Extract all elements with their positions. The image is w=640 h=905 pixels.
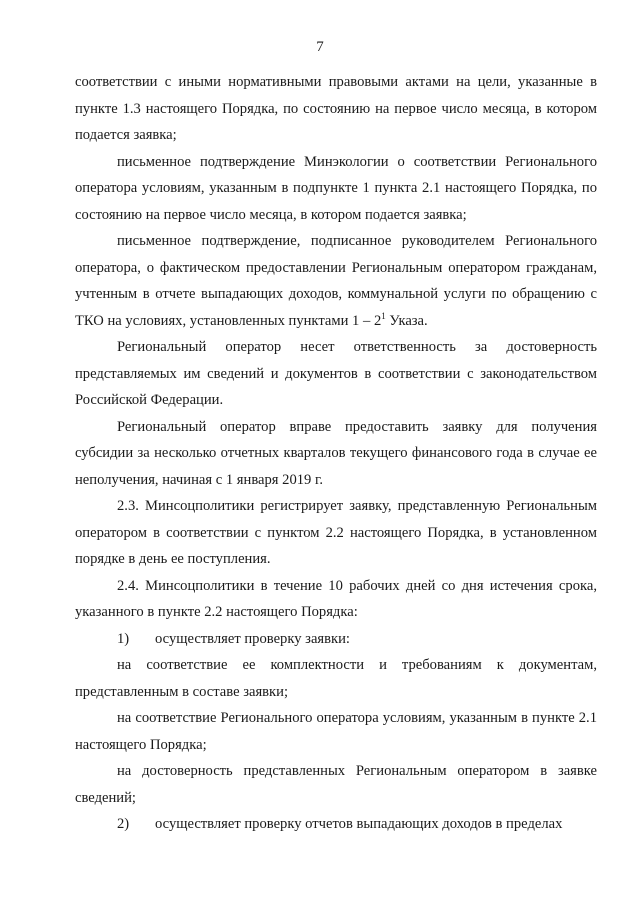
list-item-number: 1) xyxy=(117,630,130,647)
paragraph-2-4: 2.4. Минсоцполитики в течение 10 рабочих дней со дня истечения срока, указанного в пункте 2.2 настоящего Порядка: xyxy=(75,577,597,620)
list-item-number: 2) xyxy=(117,816,130,832)
list-item-text: осуществляет проверку отчетов выпадающих доходов в пределах xyxy=(155,816,563,832)
paragraph-text-end: Указа. xyxy=(385,312,428,329)
paragraph-conditions-check: на соответствие Регионального оператора условиям, указанным в пункте 2.1 настоящего Порядка; xyxy=(75,710,597,753)
paragraph-2-3: 2.3. Минсоцполитики регистрирует заявку, представленную Региональным оператором в соответствии с пунктом 2.2 настоящего Порядка, в установленном порядке в день ее поступления. xyxy=(75,498,597,567)
list-item-text: осуществляет проверку заявки: xyxy=(155,630,350,647)
list-item-2 xyxy=(75,811,597,838)
page-number: 7 xyxy=(316,39,324,55)
list-item-1 xyxy=(75,626,597,653)
paragraph-text: письменное подтверждение, подписанное руководителем Регионального оператора, о фактическом предоставлении Региональным оператором гражданам, учтенным в отчете выпадающих доходов, коммунальной услуги по обращению с ТКО на условиях, установленных пунктами 1 – 2 xyxy=(75,233,597,329)
superscript: 1 xyxy=(381,310,386,321)
paragraph-multiple-quarters: Региональный оператор вправе предоставить заявку для получения субсидии за несколько отчетных кварталов текущего финансового года в случае ее неполучения, начиная с 1 января 2019 г. xyxy=(75,418,597,488)
paragraph-responsibility: Региональный оператор несет ответственность за достоверность представляемых им сведений и документов в соответствии с законодательством Российской Федерации. xyxy=(75,339,597,408)
paragraph-continuation: соответствии с иными нормативными правовыми актами на цели, указанные в пункте 1.3 настоящего Порядка, по состоянию на первое число месяца, в котором подается заявка; xyxy=(75,74,597,143)
document-body xyxy=(75,69,597,838)
paragraph-completeness-check: на соответствие ее комплектности и требованиям к документам, представленным в составе заявки; xyxy=(75,657,597,700)
paragraph-minecology-confirmation: письменное подтверждение Минэкологии о соответствии Регионального оператора условиям, указанным в подпункте 1 пункта 2.1 настоящего Порядка, по состоянию на первое число месяца, в котором подается заявка; xyxy=(75,153,597,223)
paragraph-operator-confirmation xyxy=(75,228,597,334)
paragraph-reliability-check: на достоверность представленных Региональным оператором в заявке сведений; xyxy=(75,763,597,806)
